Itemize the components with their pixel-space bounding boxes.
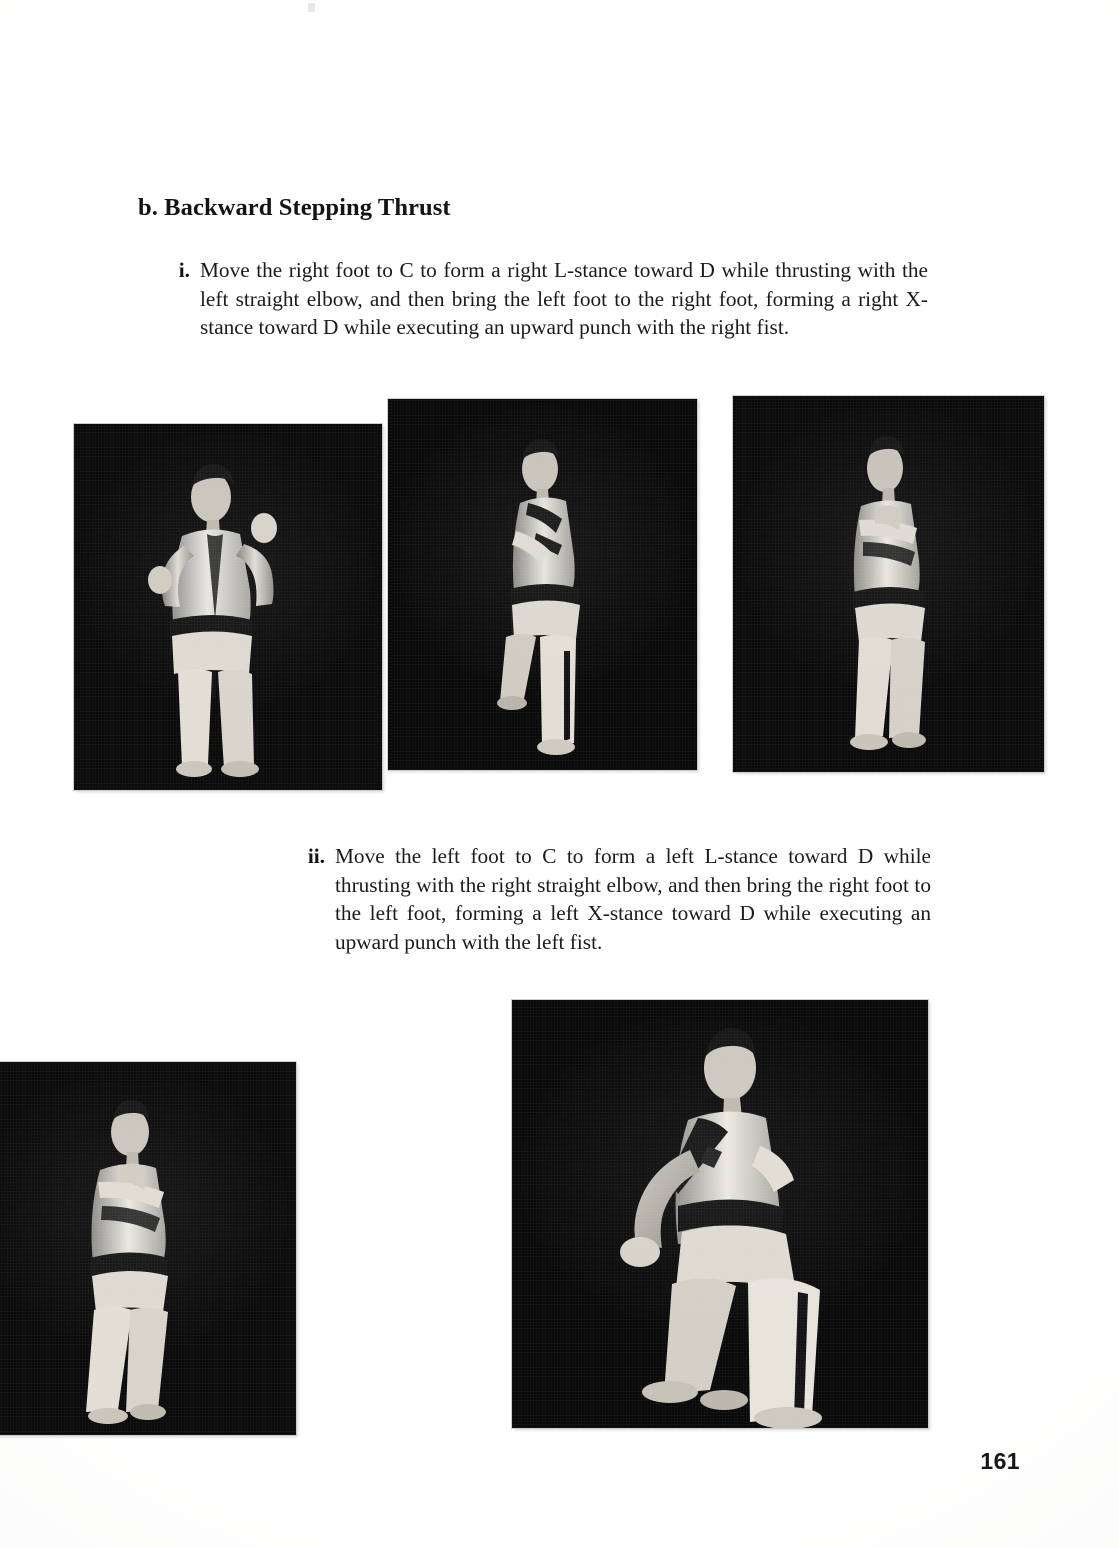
figure-photo-5	[512, 1000, 928, 1428]
step-marker-i: i.	[178, 258, 190, 282]
figure-photo-2	[388, 399, 697, 770]
section-heading: b. Backward Stepping Thrust	[138, 194, 451, 221]
step-paragraph-i	[178, 256, 928, 342]
step-marker-ii: ii.	[307, 844, 325, 868]
figure-photo-4	[0, 1062, 296, 1435]
figure-photo-3	[733, 396, 1044, 772]
step-text-ii: Move the left foot to C to form a left L-stance toward D while thrusting with the right straight elbow, and then bring the right foot to the left foot, forming a left X-stance toward D while executing an upward punch with the left fist.	[335, 844, 931, 954]
step-paragraph-ii	[307, 842, 931, 956]
page-number: 161	[980, 1448, 1020, 1474]
step-text-i: Move the right foot to C to form a right L-stance toward D while thrusting with the left straight elbow, and then bring the left foot to the right foot, forming a right X-stance toward D while executing an upward punch with the right fist.	[200, 258, 928, 340]
scan-artifact-speck	[308, 3, 315, 12]
figure-photo-1	[74, 424, 382, 790]
